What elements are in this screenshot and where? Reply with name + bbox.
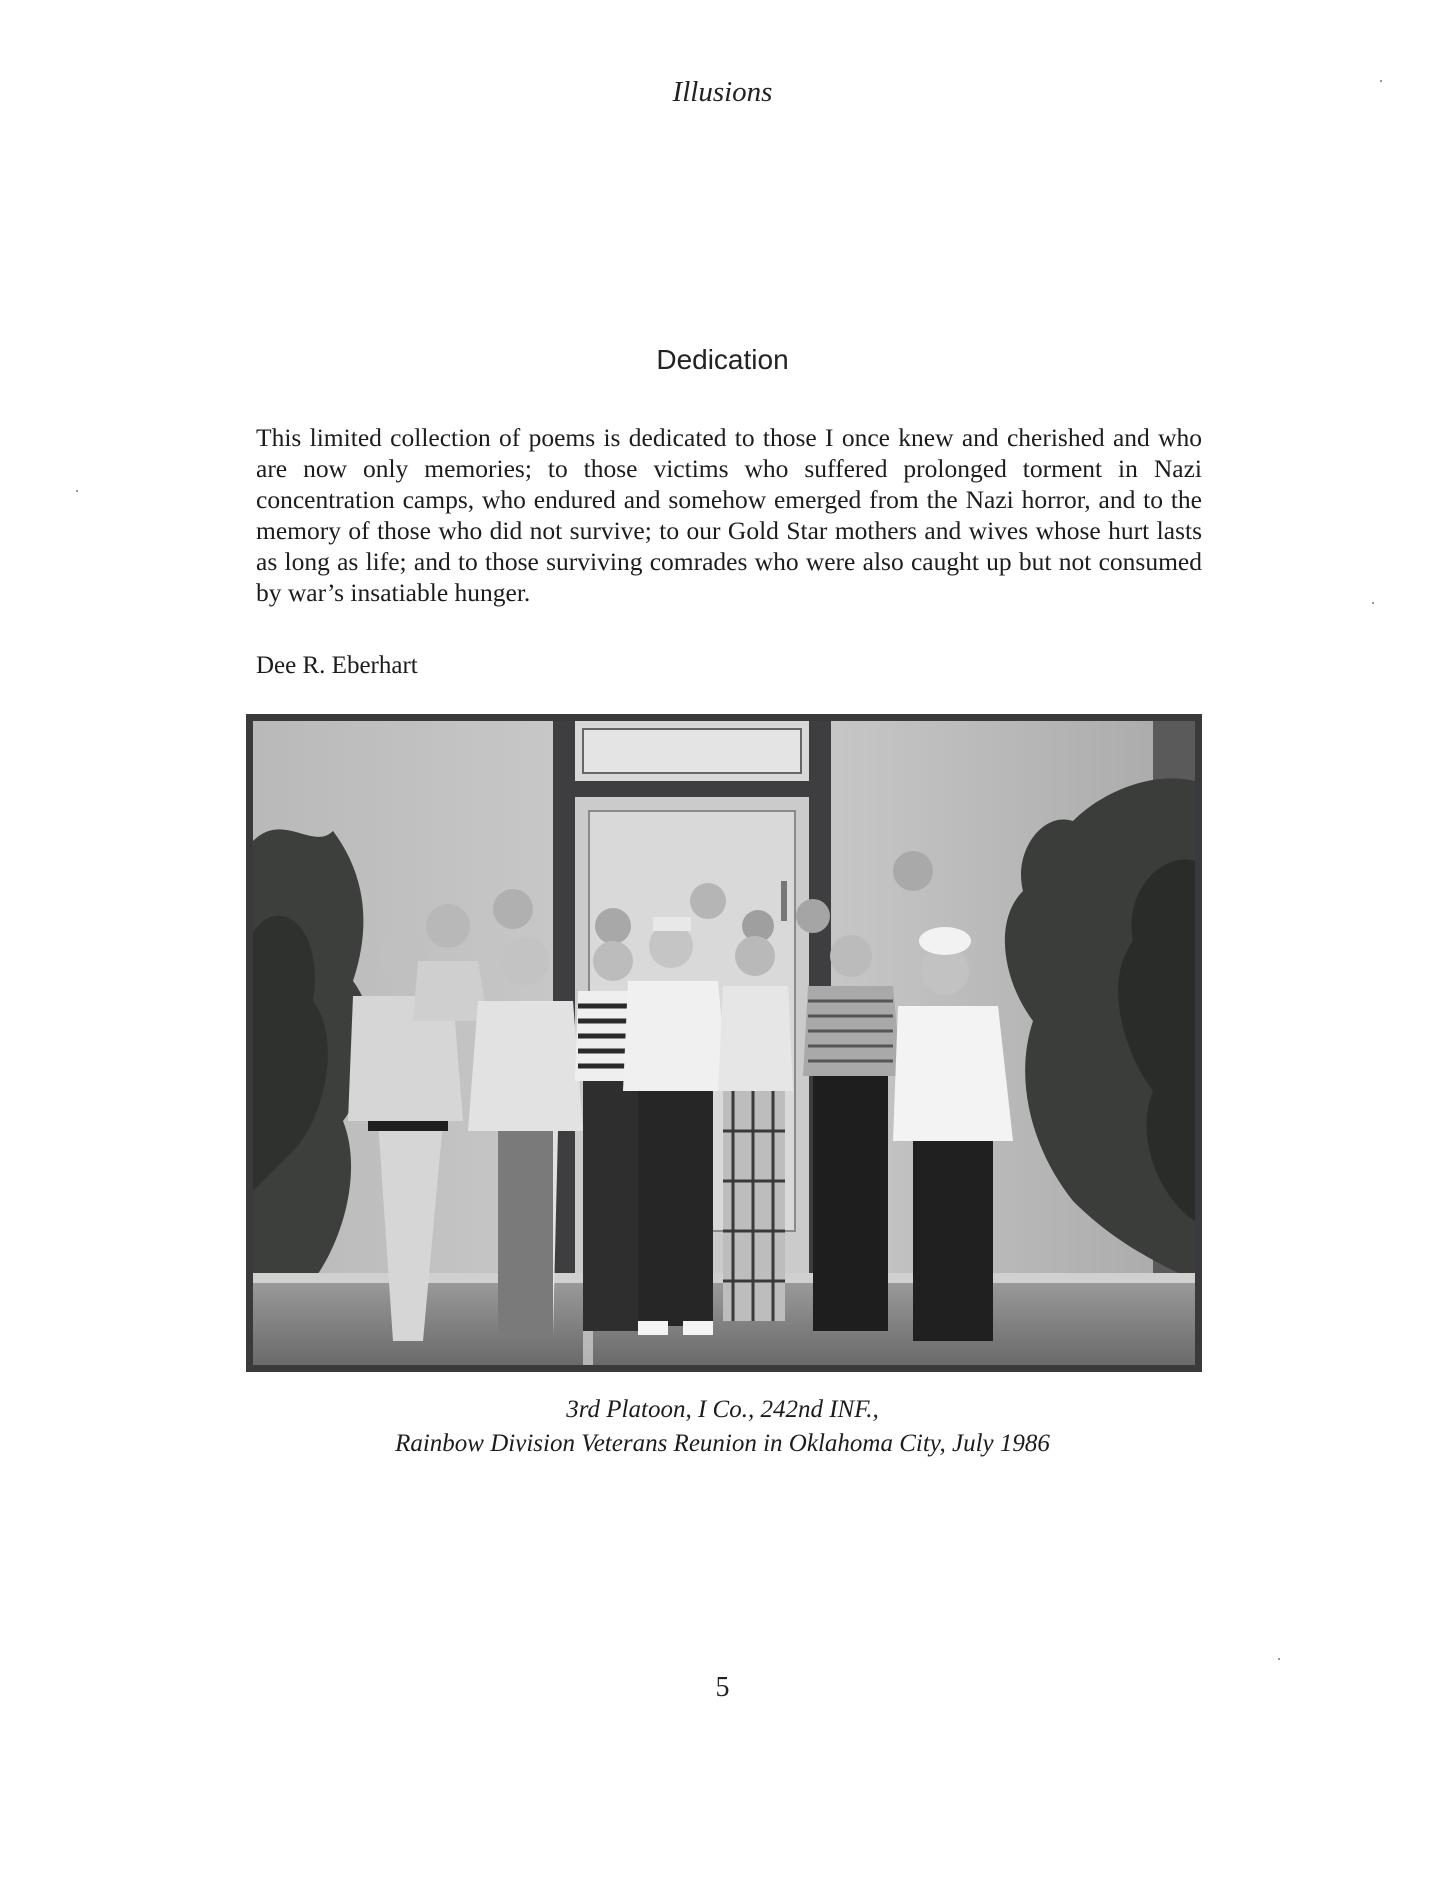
group-photo bbox=[246, 714, 1202, 1372]
running-header: Illusions bbox=[672, 76, 773, 108]
group-photo-image bbox=[253, 721, 1195, 1365]
scan-speck bbox=[1380, 80, 1382, 82]
author-signature: Dee R. Eberhart bbox=[256, 652, 418, 679]
scan-speck bbox=[1372, 602, 1374, 604]
photo-caption bbox=[0, 1393, 1445, 1461]
photo-caption-line-2: Rainbow Division Veterans Reunion in Oklahoma City, July 1986 bbox=[395, 1430, 1050, 1457]
section-title: Dedication bbox=[656, 344, 789, 375]
scan-speck bbox=[76, 490, 78, 492]
scan-speck bbox=[1278, 1658, 1280, 1660]
photo-caption-line-1: 3rd Platoon, I Co., 242nd INF., bbox=[566, 1396, 879, 1423]
page-number: 5 bbox=[715, 1672, 730, 1703]
dedication-paragraph: This limited collection of poems is dedicated to those I once knew and cherished and who are now only memories; to those victims who suffered prolonged torment in Nazi concentration camps, who endured and somehow emerged from the Nazi horror, and to the memory of those who did not survive; to our Gold Star mothers and wives whose hurt lasts as long as life; and to those surviving comrades who were also caught up but not consumed by war’s insatiable hunger. bbox=[256, 423, 1202, 607]
